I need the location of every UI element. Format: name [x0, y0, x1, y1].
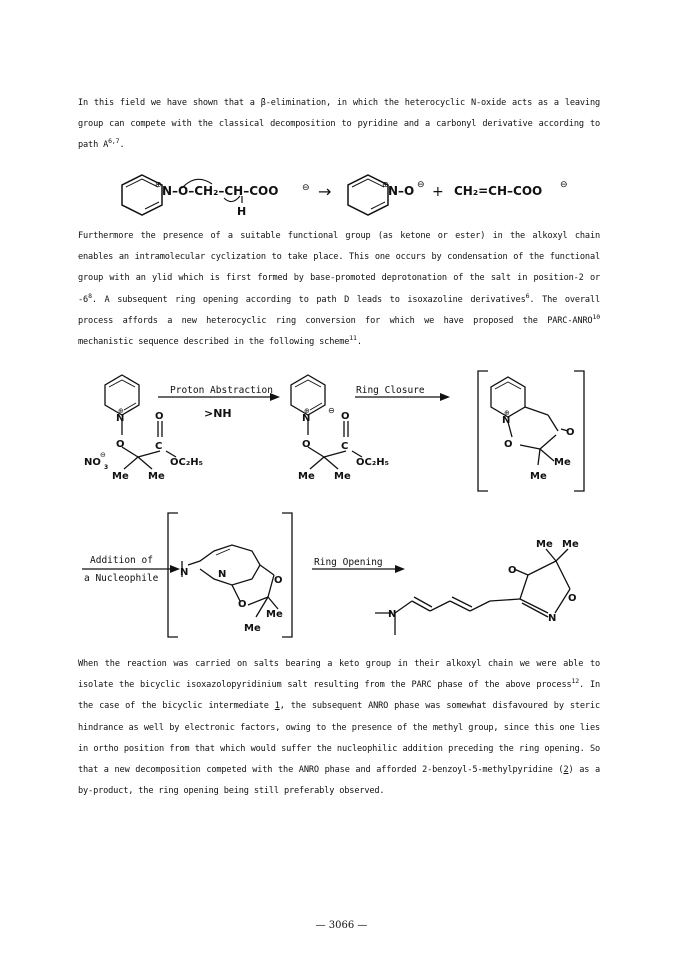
- compound-1: 1: [274, 701, 280, 712]
- arrowhead: [440, 393, 450, 401]
- left-chain: N–O–CH₂–CH–COO: [162, 184, 279, 198]
- label-ring-closure: Ring Closure: [356, 385, 425, 396]
- svg-text:N: N: [388, 609, 397, 620]
- svg-text:O: O: [238, 599, 247, 610]
- svg-text:C: C: [341, 441, 349, 452]
- svg-text:N: N: [302, 413, 311, 424]
- label-addition-2: a Nucleophile: [84, 573, 159, 584]
- svg-text:O: O: [568, 593, 577, 604]
- svg-text:O: O: [341, 411, 350, 422]
- parc-anro-scheme: [0, 365, 683, 645]
- atom-n: N: [116, 413, 125, 424]
- svg-text:Me: Me: [244, 623, 261, 634]
- elimination-scheme-drawing: [0, 165, 683, 225]
- svg-text:Me: Me: [266, 609, 283, 620]
- results-paragraph: When the reaction was carried on salts bearing a keto group in their alkoxyl chain we were able to isolate the bicyclic isoxazolopyridinium salt resulting from the PARC phase of the above process$^{12}$. In the case of the bicyclic intermediate 1, the subsequent ANRO phase was somewhat disfavoured by steric hindrance as well by electronic factors, owing to the presence of the methyl group, since this one lies in ortho position from that which would suffer the nucleophilic addition preceding the ring opening. So that a new decomposition competed with the ANRO phase and afforded 2-benzoyl-5-methylpyridine (2) as a by-product, the ring opening being still preferably observed.: [78, 659, 600, 797]
- atom-o: O: [116, 439, 125, 450]
- svg-text:O: O: [302, 439, 311, 450]
- compound-2: 2: [563, 765, 569, 776]
- negative-charge: ⊖: [560, 180, 568, 190]
- reference: 6,7: [108, 137, 120, 146]
- hydrogen-label: H: [237, 205, 247, 218]
- svg-text:OC₂H₅: OC₂H₅: [356, 457, 389, 468]
- svg-text:O: O: [504, 439, 513, 450]
- label-proton-abstraction: Proton Abstraction: [170, 385, 273, 396]
- svg-text:Me: Me: [562, 539, 579, 550]
- svg-text:N: N: [218, 569, 227, 580]
- positive-charge: ⊕: [155, 180, 162, 189]
- methyl: Me: [148, 471, 165, 482]
- parc-anro-drawing: [0, 365, 683, 645]
- methyl: Me: [112, 471, 129, 482]
- svg-text:N: N: [548, 613, 557, 624]
- svg-text:3: 3: [104, 464, 109, 471]
- pyridine-n-oxide: N–O: [388, 184, 415, 198]
- label-ring-opening: Ring Opening: [314, 557, 383, 568]
- svg-text:Me: Me: [334, 471, 351, 482]
- elimination-scheme: [0, 165, 683, 225]
- intro-paragraph: In this field we have shown that a β-elimination, in which the heterocyclic N-oxide acts as a leaving group can compete with the classical decomposition to pyridine and a carbonyl derivative according to path A$^{6,7}$.: [78, 98, 600, 151]
- svg-text:N: N: [502, 415, 511, 426]
- svg-text:Me: Me: [536, 539, 553, 550]
- acrylate: CH₂=CH–COO: [454, 184, 543, 198]
- charge-minus: ⊖: [100, 451, 106, 459]
- svg-text:O: O: [508, 565, 517, 576]
- ylid-charge: ⊖: [328, 406, 335, 415]
- svg-text:Me: Me: [298, 471, 315, 482]
- positive-charge: ⊕: [382, 180, 389, 189]
- atom-o: O: [155, 411, 164, 422]
- counter-ion: NO: [84, 457, 101, 468]
- plus-sign: +: [432, 184, 444, 200]
- charge-plus: ⊕: [118, 407, 124, 415]
- svg-text:O: O: [274, 575, 283, 586]
- svg-text:Me: Me: [530, 471, 547, 482]
- reaction-arrow: →: [318, 182, 332, 201]
- label-addition-1: Addition of: [90, 555, 153, 566]
- page-number: — 3066 —: [315, 920, 368, 931]
- mechanism-paragraph: Furthermore the presence of a suitable functional group (as ketone or ester) in the alkoxyl chain enables an intramolecular cyclization to take place. This one occurs by condensation of the functional group with an ylid which is first formed by base-promoted deprotonation of the salt in position-2 or $-6^8$. A subsequent ring opening according to path D leads to isoxazoline derivatives$^6$. The overall process affords a new heterocyclic ring conversion for which we have proposed the PARC-ANRO$^{10}$ mechanistic sequence described in the following scheme$^{11}$.: [78, 231, 600, 348]
- arrowhead: [170, 565, 180, 573]
- ethoxy: OC₂H₅: [170, 457, 203, 468]
- svg-text:Me: Me: [554, 457, 571, 468]
- svg-text:N: N: [180, 567, 189, 578]
- negative-charge: ⊖: [417, 180, 425, 190]
- negative-charge: ⊖: [302, 183, 310, 193]
- arrowhead: [395, 565, 405, 573]
- label-base: >NH: [204, 407, 232, 420]
- svg-text:O: O: [566, 427, 575, 438]
- atom-c: C: [155, 441, 163, 452]
- svg-text:⊕: ⊕: [304, 407, 310, 415]
- svg-text:⊕: ⊕: [504, 409, 510, 417]
